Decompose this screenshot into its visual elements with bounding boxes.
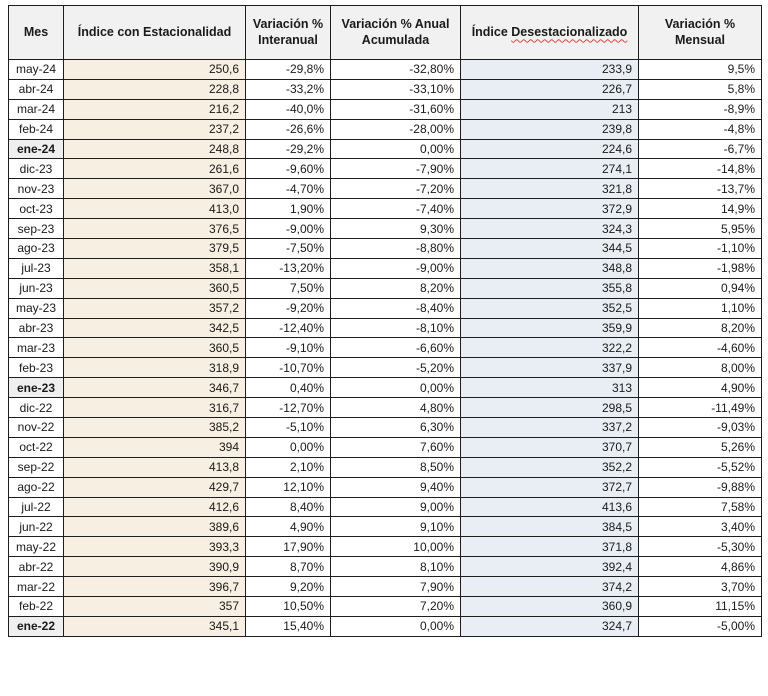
- cell-var_interanual[interactable]: 4,90%: [246, 517, 331, 537]
- table-row: [9, 278, 762, 298]
- table-row: [9, 199, 762, 219]
- cell-var_mensual[interactable]: 5,95%: [639, 219, 762, 239]
- table-row: [9, 398, 762, 418]
- cell-indice_desestacionalizado[interactable]: 355,8: [461, 278, 639, 298]
- cell-var_anual_acumulada[interactable]: 7,20%: [331, 597, 461, 617]
- cell-var_anual_acumulada[interactable]: -8,10%: [331, 318, 461, 338]
- cell-mes[interactable]: abr-24: [9, 79, 64, 99]
- cell-var_anual_acumulada[interactable]: -8,80%: [331, 239, 461, 259]
- cell-indice_estacionalidad[interactable]: 237,2: [64, 119, 246, 139]
- table-row: [9, 418, 762, 438]
- cell-var_anual_acumulada[interactable]: 0,00%: [331, 139, 461, 159]
- cell-indice_desestacionalizado[interactable]: 372,9: [461, 199, 639, 219]
- cell-indice_estacionalidad[interactable]: 389,6: [64, 517, 246, 537]
- table-row: [9, 537, 762, 557]
- cell-indice_estacionalidad[interactable]: 379,5: [64, 239, 246, 259]
- cell-var_mensual[interactable]: 4,90%: [639, 378, 762, 398]
- cell-indice_desestacionalizado[interactable]: 344,5: [461, 239, 639, 259]
- cell-indice_desestacionalizado[interactable]: 233,9: [461, 60, 639, 80]
- cell-indice_desestacionalizado[interactable]: 359,9: [461, 318, 639, 338]
- cell-var_interanual[interactable]: -10,70%: [246, 358, 331, 378]
- cell-var_mensual[interactable]: 9,5%: [639, 60, 762, 80]
- cell-mes[interactable]: oct-22: [9, 437, 64, 457]
- cell-var_interanual[interactable]: -4,70%: [246, 179, 331, 199]
- cell-indice_estacionalidad[interactable]: 367,0: [64, 179, 246, 199]
- table-row: [9, 497, 762, 517]
- cell-indice_estacionalidad[interactable]: 390,9: [64, 557, 246, 577]
- cell-indice_desestacionalizado[interactable]: 360,9: [461, 597, 639, 617]
- table-body: [9, 60, 762, 637]
- cell-indice_estacionalidad[interactable]: 345,1: [64, 616, 246, 636]
- col-header-indice-desestacionalizado[interactable]: [461, 6, 639, 60]
- table-row: [9, 139, 762, 159]
- cell-indice_desestacionalizado[interactable]: 348,8: [461, 258, 639, 278]
- cell-var_mensual[interactable]: 0,94%: [639, 278, 762, 298]
- table-row: [9, 179, 762, 199]
- cell-var_interanual[interactable]: -13,20%: [246, 258, 331, 278]
- cell-mes[interactable]: ene-23: [9, 378, 64, 398]
- cell-indice_estacionalidad[interactable]: 216,2: [64, 99, 246, 119]
- cell-var_mensual[interactable]: -9,88%: [639, 477, 762, 497]
- cell-indice_estacionalidad[interactable]: 360,5: [64, 278, 246, 298]
- table-row: [9, 477, 762, 497]
- cell-indice_desestacionalizado[interactable]: 352,2: [461, 457, 639, 477]
- cell-indice_desestacionalizado[interactable]: 372,7: [461, 477, 639, 497]
- cell-mes[interactable]: mar-24: [9, 99, 64, 119]
- cell-var_anual_acumulada[interactable]: 7,60%: [331, 437, 461, 457]
- cell-var_anual_acumulada[interactable]: -8,40%: [331, 298, 461, 318]
- cell-mes[interactable]: ene-22: [9, 616, 64, 636]
- cell-var_mensual[interactable]: -5,52%: [639, 457, 762, 477]
- cell-var_interanual[interactable]: -29,8%: [246, 60, 331, 80]
- table-row: [9, 79, 762, 99]
- table-row: [9, 557, 762, 577]
- cell-indice_estacionalidad[interactable]: 228,8: [64, 79, 246, 99]
- cell-indice_desestacionalizado[interactable]: 337,2: [461, 418, 639, 438]
- cell-var_mensual[interactable]: 14,9%: [639, 199, 762, 219]
- cell-var_mensual[interactable]: 3,70%: [639, 577, 762, 597]
- cell-var_mensual[interactable]: -13,7%: [639, 179, 762, 199]
- cell-var_anual_acumulada[interactable]: -5,20%: [331, 358, 461, 378]
- cell-var_mensual[interactable]: 8,20%: [639, 318, 762, 338]
- cell-var_anual_acumulada[interactable]: -33,10%: [331, 79, 461, 99]
- cell-mes[interactable]: ago-22: [9, 477, 64, 497]
- cell-var_interanual[interactable]: -9,10%: [246, 338, 331, 358]
- cell-var_interanual[interactable]: 17,90%: [246, 537, 331, 557]
- cell-var_anual_acumulada[interactable]: -7,40%: [331, 199, 461, 219]
- table-row: [9, 517, 762, 537]
- cell-var_interanual[interactable]: 8,70%: [246, 557, 331, 577]
- cell-indice_desestacionalizado[interactable]: 274,1: [461, 159, 639, 179]
- cell-mes[interactable]: may-23: [9, 298, 64, 318]
- cell-var_interanual[interactable]: -33,2%: [246, 79, 331, 99]
- cell-indice_estacionalidad[interactable]: 357,2: [64, 298, 246, 318]
- cell-var_interanual[interactable]: 8,40%: [246, 497, 331, 517]
- cell-var_interanual[interactable]: 7,50%: [246, 278, 331, 298]
- table-row: [9, 577, 762, 597]
- spellcheck-squiggle-word: Desestacionalizado: [511, 24, 628, 39]
- cell-var_mensual[interactable]: -6,7%: [639, 139, 762, 159]
- cell-mes[interactable]: sep-22: [9, 457, 64, 477]
- cell-var_mensual[interactable]: -5,00%: [639, 616, 762, 636]
- cell-indice_estacionalidad[interactable]: 250,6: [64, 60, 246, 80]
- cell-var_interanual[interactable]: -5,10%: [246, 418, 331, 438]
- table-header: [9, 6, 762, 60]
- table-row: [9, 159, 762, 179]
- cell-mes[interactable]: abr-23: [9, 318, 64, 338]
- cell-var_anual_acumulada[interactable]: 6,30%: [331, 418, 461, 438]
- cell-indice_estacionalidad[interactable]: 385,2: [64, 418, 246, 438]
- cell-indice_estacionalidad[interactable]: 413,0: [64, 199, 246, 219]
- cell-indice_desestacionalizado[interactable]: 239,8: [461, 119, 639, 139]
- col-header-indice-con-estacionalidad[interactable]: Índice con Estacionalidad: [64, 6, 246, 60]
- cell-indice_estacionalidad[interactable]: 360,5: [64, 338, 246, 358]
- cell-var_anual_acumulada[interactable]: -9,00%: [331, 258, 461, 278]
- cell-mes[interactable]: dic-23: [9, 159, 64, 179]
- cell-indice_desestacionalizado[interactable]: 224,6: [461, 139, 639, 159]
- cell-var_anual_acumulada[interactable]: 8,20%: [331, 278, 461, 298]
- cell-var_mensual[interactable]: -4,60%: [639, 338, 762, 358]
- cell-mes[interactable]: dic-22: [9, 398, 64, 418]
- cell-var_interanual[interactable]: -40,0%: [246, 99, 331, 119]
- cell-mes[interactable]: mar-23: [9, 338, 64, 358]
- cell-indice_estacionalidad[interactable]: 261,6: [64, 159, 246, 179]
- cell-mes[interactable]: ene-24: [9, 139, 64, 159]
- header-text: Índice: [471, 24, 512, 39]
- cell-var_interanual[interactable]: 0,00%: [246, 437, 331, 457]
- cell-var_anual_acumulada[interactable]: 0,00%: [331, 378, 461, 398]
- cell-var_anual_acumulada[interactable]: 8,50%: [331, 457, 461, 477]
- cell-indice_estacionalidad[interactable]: 376,5: [64, 219, 246, 239]
- cell-var_anual_acumulada[interactable]: -6,60%: [331, 338, 461, 358]
- cell-mes[interactable]: oct-23: [9, 199, 64, 219]
- table-row: [9, 239, 762, 259]
- table-row: [9, 457, 762, 477]
- cell-var_mensual[interactable]: 5,8%: [639, 79, 762, 99]
- cell-mes[interactable]: abr-22: [9, 557, 64, 577]
- cell-indice_estacionalidad[interactable]: 393,3: [64, 537, 246, 557]
- cell-mes[interactable]: jun-23: [9, 278, 64, 298]
- cell-mes[interactable]: may-24: [9, 60, 64, 80]
- cell-var_mensual[interactable]: -1,10%: [639, 239, 762, 259]
- cell-indice_desestacionalizado[interactable]: 324,3: [461, 219, 639, 239]
- cell-indice_desestacionalizado[interactable]: 374,2: [461, 577, 639, 597]
- cell-var_interanual[interactable]: -12,70%: [246, 398, 331, 418]
- cell-mes[interactable]: jul-23: [9, 258, 64, 278]
- cell-var_interanual[interactable]: 1,90%: [246, 199, 331, 219]
- cell-var_interanual[interactable]: 15,40%: [246, 616, 331, 636]
- cell-var_mensual[interactable]: 7,58%: [639, 497, 762, 517]
- cell-var_anual_acumulada[interactable]: 9,40%: [331, 477, 461, 497]
- cell-mes[interactable]: feb-24: [9, 119, 64, 139]
- cell-var_anual_acumulada[interactable]: 4,80%: [331, 398, 461, 418]
- cell-var_mensual[interactable]: -11,49%: [639, 398, 762, 418]
- seasonality-index-table: [8, 5, 762, 637]
- cell-mes[interactable]: may-22: [9, 537, 64, 557]
- cell-indice_desestacionalizado[interactable]: 324,7: [461, 616, 639, 636]
- cell-indice_estacionalidad[interactable]: 316,7: [64, 398, 246, 418]
- col-header-variacion-anual-acumulada[interactable]: Variación % Anual Acumulada: [331, 6, 461, 60]
- cell-var_mensual[interactable]: -9,03%: [639, 418, 762, 438]
- cell-var_anual_acumulada[interactable]: -32,80%: [331, 60, 461, 80]
- cell-indice_desestacionalizado[interactable]: 371,8: [461, 537, 639, 557]
- cell-indice_estacionalidad[interactable]: 412,6: [64, 497, 246, 517]
- cell-var_interanual[interactable]: -9,20%: [246, 298, 331, 318]
- table-row: [9, 378, 762, 398]
- table-row: [9, 119, 762, 139]
- cell-indice_estacionalidad[interactable]: 413,8: [64, 457, 246, 477]
- cell-indice_desestacionalizado[interactable]: 384,5: [461, 517, 639, 537]
- cell-var_anual_acumulada[interactable]: 7,90%: [331, 577, 461, 597]
- cell-indice_estacionalidad[interactable]: 342,5: [64, 318, 246, 338]
- cell-mes[interactable]: mar-22: [9, 577, 64, 597]
- cell-var_anual_acumulada[interactable]: -28,00%: [331, 119, 461, 139]
- cell-indice_desestacionalizado[interactable]: 322,2: [461, 338, 639, 358]
- cell-var_interanual[interactable]: -29,2%: [246, 139, 331, 159]
- cell-var_interanual[interactable]: 12,10%: [246, 477, 331, 497]
- cell-var_mensual[interactable]: 5,26%: [639, 437, 762, 457]
- cell-mes[interactable]: jun-22: [9, 517, 64, 537]
- cell-var_interanual[interactable]: 2,10%: [246, 457, 331, 477]
- cell-indice_desestacionalizado[interactable]: 313: [461, 378, 639, 398]
- cell-var_mensual[interactable]: 1,10%: [639, 298, 762, 318]
- cell-indice_estacionalidad[interactable]: 429,7: [64, 477, 246, 497]
- cell-var_interanual[interactable]: 10,50%: [246, 597, 331, 617]
- table-row: [9, 219, 762, 239]
- cell-var_mensual[interactable]: -5,30%: [639, 537, 762, 557]
- cell-var_mensual[interactable]: 3,40%: [639, 517, 762, 537]
- table-row: [9, 60, 762, 80]
- cell-indice_estacionalidad[interactable]: 248,8: [64, 139, 246, 159]
- cell-indice_estacionalidad[interactable]: 357: [64, 597, 246, 617]
- cell-var_interanual[interactable]: -26,6%: [246, 119, 331, 139]
- cell-var_anual_acumulada[interactable]: 0,00%: [331, 616, 461, 636]
- cell-indice_desestacionalizado[interactable]: 298,5: [461, 398, 639, 418]
- cell-var_mensual[interactable]: 8,00%: [639, 358, 762, 378]
- cell-var_anual_acumulada[interactable]: -7,90%: [331, 159, 461, 179]
- col-header-mes[interactable]: Mes: [9, 6, 64, 60]
- cell-mes[interactable]: feb-22: [9, 597, 64, 617]
- cell-var_mensual[interactable]: -14,8%: [639, 159, 762, 179]
- cell-indice_desestacionalizado[interactable]: 213: [461, 99, 639, 119]
- table-row: [9, 358, 762, 378]
- cell-var_mensual[interactable]: 11,15%: [639, 597, 762, 617]
- cell-var_mensual[interactable]: -8,9%: [639, 99, 762, 119]
- cell-var_interanual[interactable]: 9,20%: [246, 577, 331, 597]
- cell-var_mensual[interactable]: -4,8%: [639, 119, 762, 139]
- cell-indice_estacionalidad[interactable]: 346,7: [64, 378, 246, 398]
- cell-mes[interactable]: feb-23: [9, 358, 64, 378]
- cell-mes[interactable]: ago-23: [9, 239, 64, 259]
- cell-mes[interactable]: nov-22: [9, 418, 64, 438]
- header-row: [9, 6, 762, 60]
- table-row: [9, 99, 762, 119]
- cell-var_interanual[interactable]: -7,50%: [246, 239, 331, 259]
- cell-var_anual_acumulada[interactable]: -31,60%: [331, 99, 461, 119]
- table-row: [9, 616, 762, 636]
- cell-mes[interactable]: nov-23: [9, 179, 64, 199]
- table-row: [9, 338, 762, 358]
- cell-mes[interactable]: sep-23: [9, 219, 64, 239]
- col-header-variacion-interanual[interactable]: Variación % Interanual: [246, 6, 331, 60]
- cell-var_interanual[interactable]: -12,40%: [246, 318, 331, 338]
- col-header-variacion-mensual[interactable]: Variación % Mensual: [639, 6, 762, 60]
- cell-indice_estacionalidad[interactable]: 394: [64, 437, 246, 457]
- cell-var_interanual[interactable]: -9,00%: [246, 219, 331, 239]
- cell-indice_desestacionalizado[interactable]: 352,5: [461, 298, 639, 318]
- cell-var_interanual[interactable]: 0,40%: [246, 378, 331, 398]
- cell-indice_desestacionalizado[interactable]: 337,9: [461, 358, 639, 378]
- table-row: [9, 258, 762, 278]
- cell-indice_estacionalidad[interactable]: 318,9: [64, 358, 246, 378]
- table-row: [9, 597, 762, 617]
- cell-indice_desestacionalizado[interactable]: 321,8: [461, 179, 639, 199]
- cell-var_anual_acumulada[interactable]: 10,00%: [331, 537, 461, 557]
- cell-indice_desestacionalizado[interactable]: 392,4: [461, 557, 639, 577]
- cell-indice_desestacionalizado[interactable]: 226,7: [461, 79, 639, 99]
- cell-mes[interactable]: jul-22: [9, 497, 64, 517]
- cell-var_anual_acumulada[interactable]: 9,10%: [331, 517, 461, 537]
- cell-indice_desestacionalizado[interactable]: 413,6: [461, 497, 639, 517]
- cell-indice_estacionalidad[interactable]: 396,7: [64, 577, 246, 597]
- cell-indice_desestacionalizado[interactable]: 370,7: [461, 437, 639, 457]
- cell-var_mensual[interactable]: 4,86%: [639, 557, 762, 577]
- cell-var_anual_acumulada[interactable]: 9,30%: [331, 219, 461, 239]
- cell-var_anual_acumulada[interactable]: 8,10%: [331, 557, 461, 577]
- table-row: [9, 298, 762, 318]
- cell-var_anual_acumulada[interactable]: -7,20%: [331, 179, 461, 199]
- table-row: [9, 437, 762, 457]
- cell-indice_estacionalidad[interactable]: 358,1: [64, 258, 246, 278]
- cell-var_interanual[interactable]: -9,60%: [246, 159, 331, 179]
- cell-var_mensual[interactable]: -1,98%: [639, 258, 762, 278]
- cell-var_anual_acumulada[interactable]: 9,00%: [331, 497, 461, 517]
- table-row: [9, 318, 762, 338]
